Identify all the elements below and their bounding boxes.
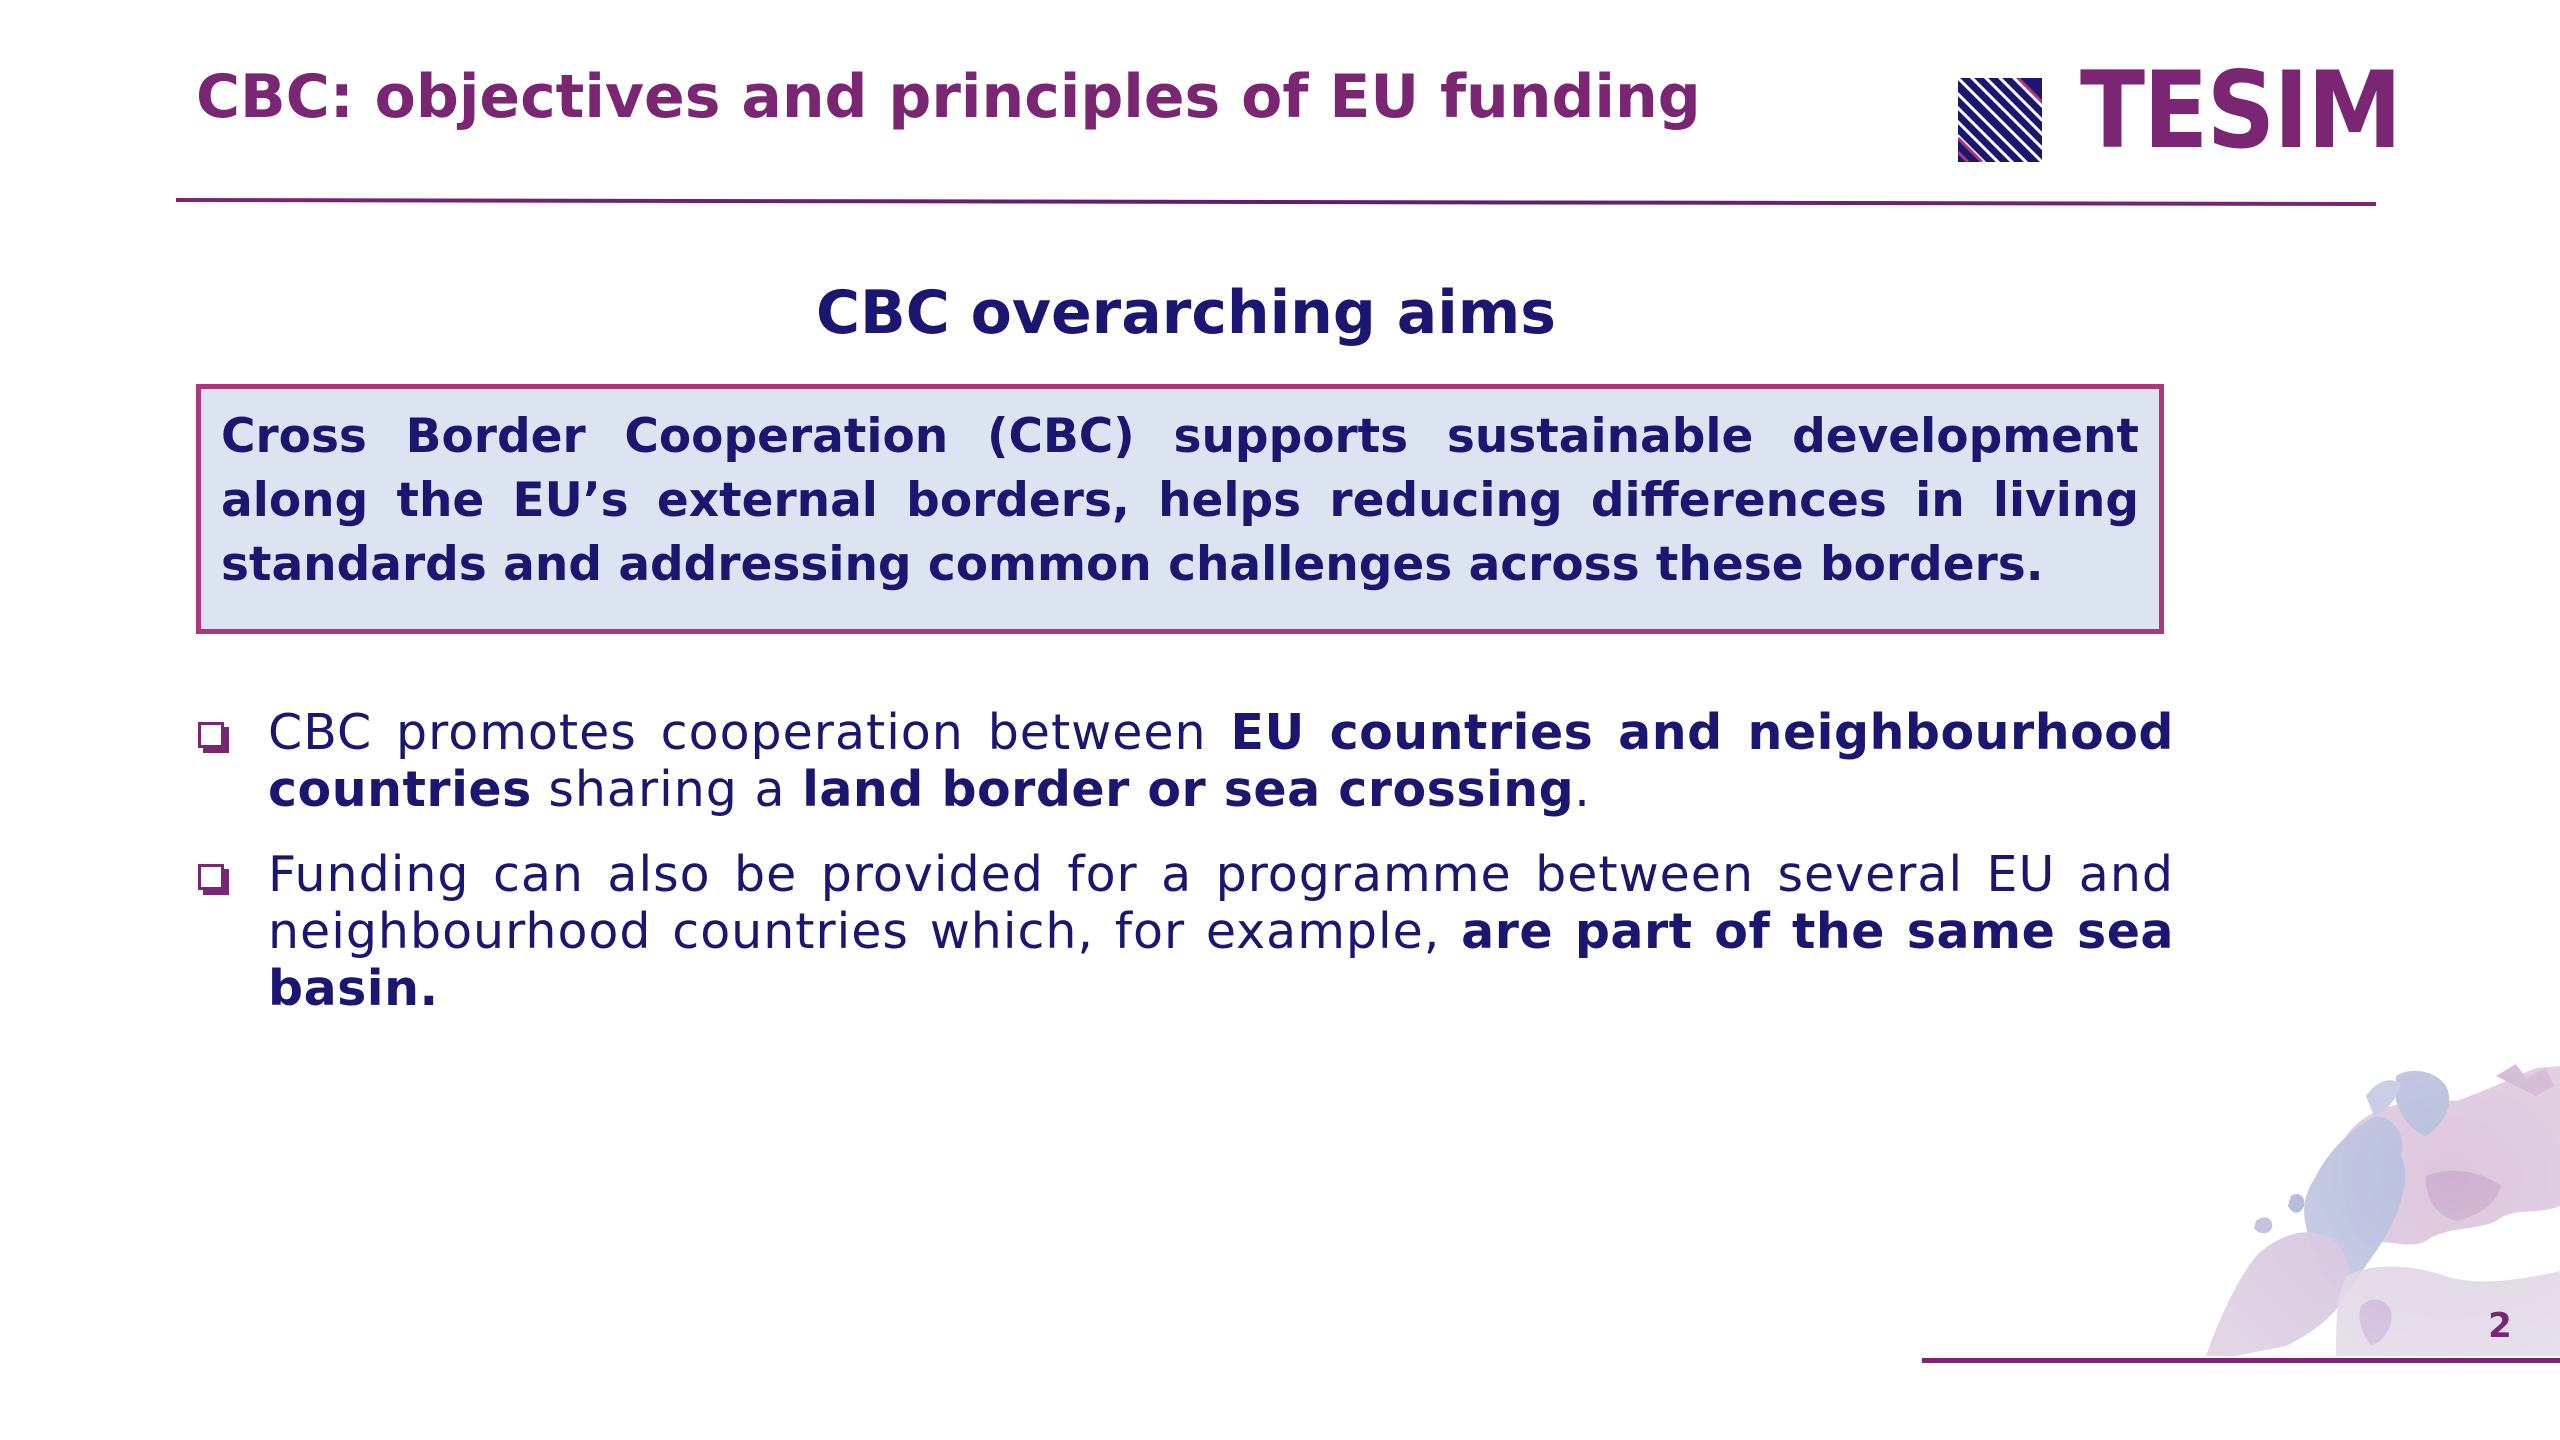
list-item bbox=[196, 846, 2174, 1017]
title-divider bbox=[176, 198, 2376, 206]
aim-text: Cross Border Cooperation (CBC) supports sustainable development along the EU’s external borders, helps reducing differences in living standards and addressing common challenges across these borders. bbox=[221, 409, 2139, 592]
logo-wordmark: TESIM bbox=[2080, 49, 2401, 172]
aim-callout-box bbox=[196, 384, 2164, 634]
bullet-text: sharing a bbox=[531, 761, 803, 818]
tesim-logo-mark-icon bbox=[1958, 78, 2042, 162]
bullet-list bbox=[196, 704, 2174, 1045]
bullet-text: CBC promotes cooperation between bbox=[268, 704, 1231, 761]
bullet-text: . bbox=[1574, 761, 1591, 818]
bullet-emphasis: are part of the same sea basin. bbox=[268, 903, 2174, 1017]
page-number: 2 bbox=[2488, 1306, 2512, 1346]
bullet-emphasis: land border or sea crossing bbox=[802, 761, 1575, 818]
checkbox-bullet-icon bbox=[198, 864, 224, 890]
footer-divider bbox=[1922, 1358, 2560, 1363]
section-heading: CBC overarching aims bbox=[815, 278, 1557, 348]
checkbox-bullet-icon bbox=[198, 722, 224, 748]
list-item bbox=[196, 704, 2174, 818]
tesim-logo bbox=[1958, 49, 2401, 172]
bullet-emphasis: EU countries and neighbourhood countries bbox=[268, 704, 2175, 818]
bullet-text: Funding can also be provided for a programme between several EU and neighbourhood countries which, for example, bbox=[268, 846, 2174, 960]
page-title: CBC: objectives and principles of EU funding bbox=[196, 62, 1701, 132]
